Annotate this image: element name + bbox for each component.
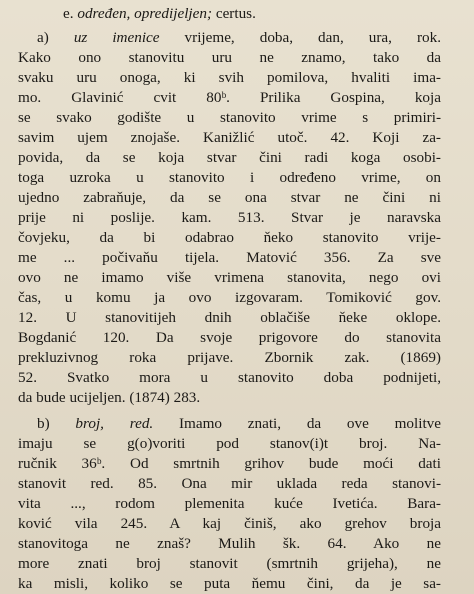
sense-b-first-line <box>37 414 441 434</box>
sense-a-text-0: vrijeme, doba, dan, ura, rok. <box>184 29 441 46</box>
sense-b-gloss: broj, red. <box>75 415 154 432</box>
text-line: prije ni poslije. kam. 513. Stvar je naravska <box>18 209 441 226</box>
text-line: ković vila 245. A kaj činiš, ako grehov broja <box>18 515 441 532</box>
text-line: svaku uru onoga, ki svih pomilova, hvaliti ima- <box>18 69 441 86</box>
text-line: 12. U stanovitijeh dnih oblačiše ňeke oklope. <box>18 309 441 326</box>
text-line: Bogdanić 120. Da svoje prigovore do stanovita <box>18 329 441 346</box>
text-line: more znati broj stanovit (smrtnih grijeha), ne <box>18 555 441 572</box>
text-line: toga uzroka u stanovito i određeno vrime, on <box>18 169 441 186</box>
text-line: ka misli, koliko se puta ňemu čini, da je sa- <box>18 575 441 592</box>
sense-b-label: b) <box>37 415 50 432</box>
text-line: 52. Svatko mora u stanovito doba podnijeti, <box>18 369 441 386</box>
text-line: čas, u komu ja ovo izgovaram. Tomiković gov. <box>18 289 441 306</box>
text-line: ovo ne imamo više vrimena stanovita, nego ovi <box>18 269 441 286</box>
text-line: povida, da se koja stvar čini radi koga osobi- <box>18 149 441 166</box>
sense-b-text-0: Imamo znati, da ove molitve <box>178 415 442 432</box>
text-line: savim ujem znojaše. Kanižlić utoč. 42. Koji za- <box>18 129 441 146</box>
text-line: mo. Glavinić cvit 80ᵇ. Prilika Gospina, koja <box>18 89 441 106</box>
text-line: se svako godište u stanovito vrime s primiri- <box>18 109 441 126</box>
heading-headword: određen, opredijeljen; <box>77 5 213 22</box>
text-line: ručnik 36ᵇ. Od smrtnih grihov bude moći dati <box>18 455 441 472</box>
sense-a-gloss: uz imenice <box>73 29 160 46</box>
text-line: da bude ucijeljen. (1874) 283. <box>18 389 201 406</box>
heading-marker: e. <box>63 5 74 22</box>
sense-a-first-line <box>37 28 441 48</box>
entry-heading <box>63 4 256 24</box>
text-line: prekluzivnog roka prijave. Zbornik zak. (1869) <box>18 349 441 366</box>
text-line: vita ..., rodom plemenita kuće Ivetića. Bara- <box>18 495 441 512</box>
sense-a-label: a) <box>37 29 49 46</box>
text-line: čovjeku, da bi odabrao ňeko stanovito vrije- <box>18 229 441 246</box>
text-line: imaju se g(o)voriti pod stanov(i)t broj. Na- <box>18 435 441 452</box>
text-line: ujedno zabraňuje, da se ona stvar ne čini ni <box>18 189 441 206</box>
text-line: Kako ono stanovitu uru ne znamo, tako da <box>18 49 441 66</box>
text-line: stanovitoga ne znaš? Mulih šk. 64. Ako ne <box>18 535 441 552</box>
heading-latin: certus. <box>215 5 256 22</box>
text-line: stanovit red. 85. Ona mir uklada reda stanovi- <box>18 475 441 492</box>
text-line: me ... počivaňu tijela. Matović 356. Za sve <box>18 249 441 266</box>
